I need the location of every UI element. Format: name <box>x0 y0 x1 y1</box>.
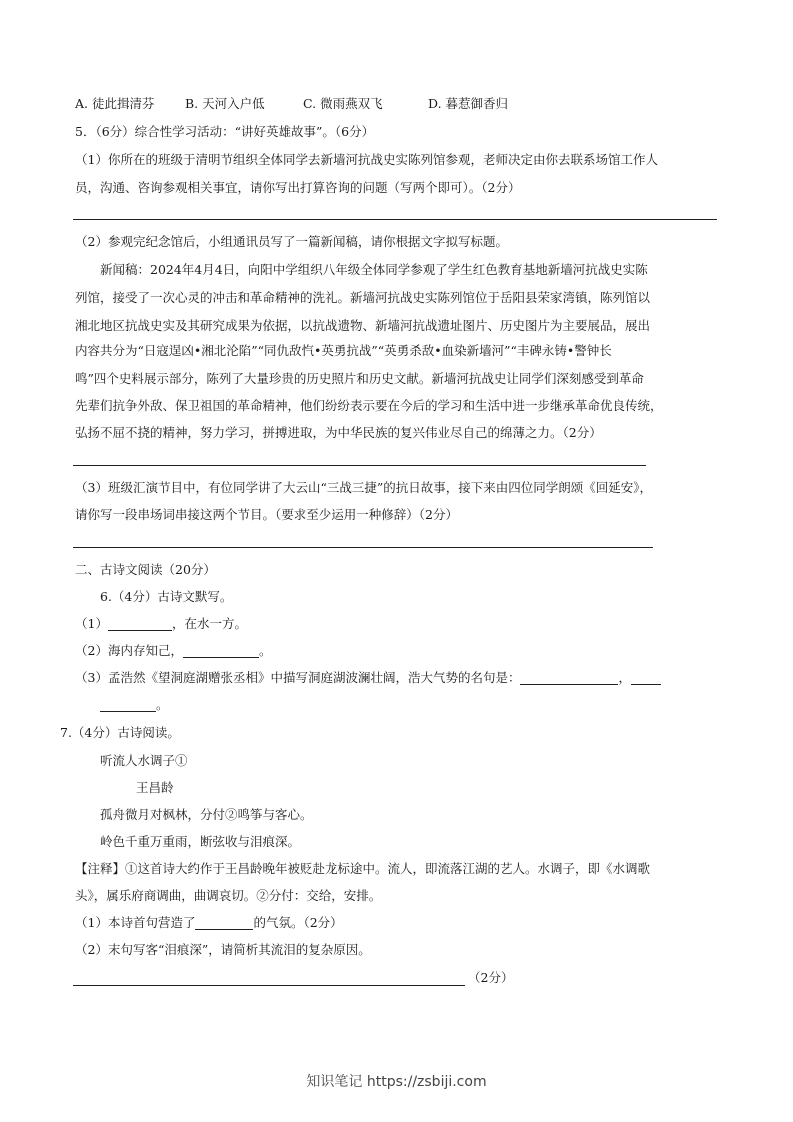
q5-part2-answer-line[interactable] <box>73 465 646 466</box>
poem-author: 王昌龄 <box>136 780 174 795</box>
q5-part3-line2: 请你写一段串场词串接这两个节目。（要求至少运用一种修辞）（2分） <box>75 507 458 522</box>
q7-sub2-score: （2分） <box>468 970 514 985</box>
q4-option-c: C. 微雨燕双飞 <box>303 96 383 111</box>
q6-item2-end: 。 <box>258 643 272 658</box>
q6-item3-sep: ， <box>618 670 631 685</box>
q5-part1-answer-line[interactable] <box>73 219 717 220</box>
q5-heading: 5．（6分）综合性学习活动：“讲好英雄故事”。（6分） <box>75 124 375 139</box>
poem-verse-2: 岭色千重万重雨，断弦收与泪痕深。 <box>100 834 301 849</box>
q6-item3-blank2-cont[interactable] <box>100 698 156 712</box>
q6-item3-end: 。 <box>156 697 169 712</box>
q6-item1-blank[interactable] <box>108 617 172 631</box>
news-line-3: 湘北地区抗战史实及其研究成果为依据，以抗战遗物、新墙河抗战遗址图片、历史图片为主要展品，展出 <box>75 318 651 333</box>
news-line-1: 新闻稿：2024年4月4日，向阳中学组织八年级全体同学参观了学生红色教育基地新墙河抗战史实陈 <box>100 262 648 277</box>
q7-sub2: （2）末句写客“泪痕深”，请简析其流泪的复杂原因。 <box>75 942 371 957</box>
news-line-6: 先辈们抗争外敌、保卫祖国的革命精神，他们纷纷表示要在今后的学习和生活中进一步继承革命优良传统， <box>75 398 663 413</box>
q6-item1 <box>75 616 247 632</box>
poem-verse-1: 孤舟微月对枫林，分付②鸣筝与客心。 <box>100 807 313 822</box>
footer-watermark: 知识笔记 https://zsbiji.com <box>306 1074 487 1090</box>
q6-heading: 6.（4分）古诗文默写。 <box>100 589 233 604</box>
news-line-5: 鸣”四个史料展示部分，陈列了大量珍贵的历史照片和历史文献。新墙河抗战史让同学们深刻感受到革命 <box>75 371 644 386</box>
q4-option-d: D. 暮惹御香归 <box>428 96 509 111</box>
q5-part3-answer-line[interactable] <box>73 547 653 548</box>
q7-heading: 7.（4分）古诗阅读。 <box>60 725 180 740</box>
q6-item3-blank1[interactable] <box>520 671 618 685</box>
q6-item3-text: （3）孟浩然《望洞庭湖赠张丞相》中描写洞庭湖波澜壮阔，浩大气势的名句是： <box>75 670 521 685</box>
q6-item3-blank2[interactable] <box>631 671 661 685</box>
news-line-2: 列馆，接受了一次心灵的冲击和革命精神的洗礼。新墙河抗战史实陈列馆位于岳阳县荣家湾镇，陈列馆以 <box>75 290 651 305</box>
section-2-heading: 二、古诗文阅读（20分） <box>75 562 216 577</box>
q4-option-a: A. 徒此揖清芬 <box>75 96 155 111</box>
poem-note-line1: 【注释】①这首诗大约作于王昌龄晚年被贬赴龙标途中。流人，即流落江湖的艺人。水调子，即《水调歌 <box>75 861 651 876</box>
q6-item1-text: ，在水一方。 <box>171 616 247 631</box>
q4-options <box>75 96 508 112</box>
q6-item1-prefix: （1） <box>75 616 108 631</box>
q5-part3-line1: （3）班级汇演节目中，有位同学讲了大云山“三战三捷”的抗日故事，接下来由四位同学朗颂《回延安》， <box>75 480 652 495</box>
q5-part1-line1: （1）你所在的班级于清明节组织全体同学去新墙河抗战史实陈列馆参观，老师决定由你去联系场馆工作人 <box>75 152 658 167</box>
q6-item2 <box>75 643 271 659</box>
q7-sub1-text: （1）本诗首句营造了 <box>75 915 196 930</box>
news-line-7: 弘扬不屈不挠的精神，努力学习，拼搏进取，为中华民族的复兴伟业尽自己的绵薄之力。（2分） <box>75 425 602 440</box>
q6-item2-text: （2）海内存知己， <box>75 643 183 658</box>
q5-part1-line2: 员，沟通、咨询参观相关事宜，请你写出打算咨询的问题（写两个即可）。（2分） <box>75 180 521 195</box>
news-line-4: 内容共分为“日寇逞凶•湘北沦陷”“同仇敌忾•英勇抗战”“英勇杀敌•血染新墙河”“丰碑永铸•警钟长 <box>75 343 612 358</box>
q7-sub1-end: 的气氛。（2分） <box>253 915 343 930</box>
q6-item3 <box>75 670 661 686</box>
q5-part2-heading: （2）参观完纪念馆后，小组通讯员写了一篇新闻稿，请你根据文字拟写标题。 <box>75 234 508 249</box>
q7-sub1-blank[interactable] <box>195 916 253 930</box>
q6-item3-cont <box>100 697 169 713</box>
q4-option-b: B. 天河入户低 <box>185 96 265 111</box>
poem-title: 听流人水调子① <box>100 753 188 768</box>
poem-note-line2: 头》，属乐府商调曲，曲调哀切。②分付：交给，安排。 <box>75 888 382 903</box>
q7-sub1 <box>75 915 343 931</box>
q7-sub2-answer-line[interactable] <box>73 985 465 986</box>
q6-item2-blank[interactable] <box>183 644 259 658</box>
